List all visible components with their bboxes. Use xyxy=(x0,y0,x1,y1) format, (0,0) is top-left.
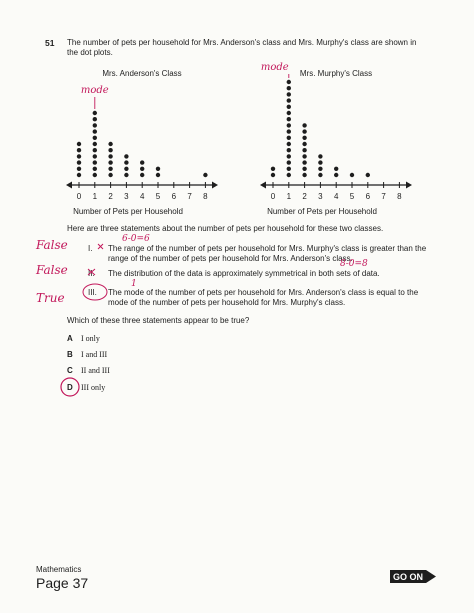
choice-d-text[interactable]: III only xyxy=(81,383,106,392)
plot-1-title: Mrs. Anderson's Class xyxy=(102,69,182,78)
question-number: 51 xyxy=(45,38,55,48)
go-on-label: GO ON xyxy=(393,572,424,582)
plot-1-tick-label: 7 xyxy=(187,192,192,201)
statement-2-text: The distribution of the data is approximately symmetrical in both sets of data. xyxy=(108,269,380,278)
plot-2-tick-label: 4 xyxy=(333,192,339,201)
choice-c-letter[interactable]: C xyxy=(67,366,73,375)
go-on-arrow-icon xyxy=(390,570,436,583)
statement-3-text: The mode of the number of pets per household for Mrs. Anderson's class is equal to the mode of the number of pets per household for Mrs. Murphy's class. xyxy=(108,288,419,307)
statement-3-mark: True xyxy=(36,291,65,305)
plot-2-title: Mrs. Murphy's Class xyxy=(299,69,373,78)
choice-d-letter[interactable]: D xyxy=(67,383,73,392)
plot-1-tick-label: 2 xyxy=(108,192,113,201)
statement-3-note: 1 xyxy=(131,279,137,289)
strike-mark-2 xyxy=(88,269,95,275)
plot-2-tick-label: 7 xyxy=(381,192,386,201)
choice-a-text[interactable]: I only xyxy=(81,334,100,343)
statement-2-note: 8-0=8 xyxy=(340,259,368,269)
plot-2-tick-label: 6 xyxy=(365,192,371,201)
plot-2-xlabel: Number of Pets per Household xyxy=(267,207,377,216)
plot-1-mode-note: mode xyxy=(80,85,109,96)
choice-c-text[interactable]: II and III xyxy=(81,366,110,375)
strike-mark-1 xyxy=(98,244,103,249)
prompt: Which of these three statements appear to be true? xyxy=(67,316,250,325)
choice-b-text[interactable]: I and III xyxy=(81,350,108,359)
selected-answer-circle xyxy=(58,376,82,398)
plot-1-tick-label: 8 xyxy=(203,192,208,201)
circle-mark-3 xyxy=(83,284,107,300)
choice-b-letter[interactable]: B xyxy=(67,350,73,359)
footer-page-number: Page 37 xyxy=(36,575,89,591)
plot-1-tick-label: 0 xyxy=(76,192,82,201)
plot-1-tick-label: 1 xyxy=(92,192,98,201)
plot-2-mode-note: mode xyxy=(260,62,289,73)
statement-1-text: The range of the number of pets per household for Mrs. Murphy's class is greater than the range of the number of pets per household for Mrs. Anderson's class. xyxy=(108,244,427,263)
plot-1-tick-label: 3 xyxy=(124,192,129,201)
statements-intro: Here are three statements about the number of pets per household for these two classes. xyxy=(67,224,384,233)
footer-subject: Mathematics xyxy=(36,565,82,574)
plot-2-tick-label: 5 xyxy=(349,192,355,201)
plot-2-tick-label: 0 xyxy=(270,192,276,201)
plot-1-tick-label: 4 xyxy=(139,192,145,201)
plot-1-tick-label: 6 xyxy=(171,192,177,201)
statement-1-numeral: I. xyxy=(88,244,93,253)
statement-1-mark: False xyxy=(36,238,68,252)
question-text: The number of pets per household for Mrs. Anderson's class and Mrs. Murphy's class are shown in the dot plots. xyxy=(67,38,417,57)
plot-2-tick-label: 3 xyxy=(318,192,323,201)
statement-2-numeral: II. xyxy=(88,269,95,278)
plot-2-tick-label: 2 xyxy=(302,192,307,201)
choice-a-letter[interactable]: A xyxy=(67,334,73,343)
statement-1-note: 6-0=6 xyxy=(122,234,150,244)
plot-2-tick-label: 8 xyxy=(397,192,402,201)
plot-2-tick-label: 1 xyxy=(286,192,292,201)
plot-1-xlabel: Number of Pets per Household xyxy=(73,207,183,216)
plot-1-tick-label: 5 xyxy=(155,192,161,201)
statement-3-numeral: III. xyxy=(88,288,97,297)
statement-2-mark: False xyxy=(36,263,68,277)
